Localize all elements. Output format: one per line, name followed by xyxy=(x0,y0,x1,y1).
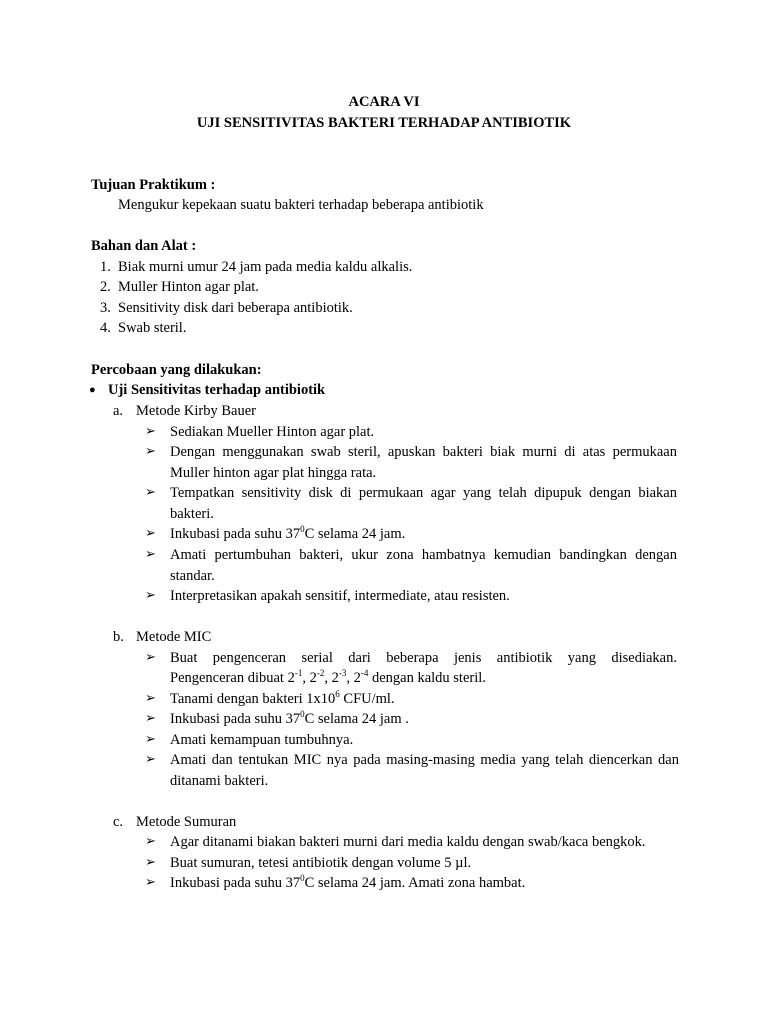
method-letter: c. xyxy=(113,814,124,830)
arrow-bullet-icon: ➢ xyxy=(145,424,156,439)
bullet-icon: ● xyxy=(89,384,96,396)
arrow-bullet-icon: ➢ xyxy=(145,834,156,849)
arrow-bullet-icon: ➢ xyxy=(145,732,156,747)
arrow-bullet-icon: ➢ xyxy=(145,875,156,890)
bahan-item: Sensitivity disk dari beberapa antibiotik. xyxy=(118,300,353,316)
mic-step: Inkubasi pada suhu $37^0C$ selama 24 jam . xyxy=(170,709,409,727)
mic-step: Amati dan tentukan MIC nya pada masing-masing media yang telah diencerkan dan ditanami bakteri. xyxy=(170,752,679,789)
arrow-bullet-icon: ➢ xyxy=(145,691,156,706)
arrow-bullet-icon: ➢ xyxy=(145,711,156,726)
bahan-item: Swab steril. xyxy=(118,320,187,336)
arrow-bullet-icon: ➢ xyxy=(145,485,156,500)
method-title-mic: Metode MIC xyxy=(136,629,212,645)
mic-step: Pengenceran dibuat $2^{-1}$, $2^{-2}$, $2^{-3}$, $2^{-4}$ dengan kaldu steril. xyxy=(170,668,486,686)
arrow-bullet-icon: ➢ xyxy=(145,752,156,767)
kirby-step: Dengan menggunakan swab steril, apuskan bakteri biak murni di atas permukaan Muller hinton agar plat hingga rata. xyxy=(170,444,677,481)
mic-step: Tanami dengan bakteri $1x10^6$ CFU/ml. xyxy=(170,689,395,707)
arrow-bullet-icon: ➢ xyxy=(145,444,156,459)
bahan-item-number: 1. xyxy=(100,259,111,275)
bahan-item-number: 2. xyxy=(100,279,111,295)
sumuran-step: Buat sumuran, tetesi antibiotik dengan volume 5 µl. xyxy=(170,855,472,871)
method-title-kirby-bauer: Metode Kirby Bauer xyxy=(136,403,256,419)
arrow-bullet-icon: ➢ xyxy=(145,650,156,665)
bahan-item-number: 4. xyxy=(100,320,111,336)
bahan-item: Biak murni umur 24 jam pada media kaldu alkalis. xyxy=(118,259,413,275)
sumuran-step: Inkubasi pada suhu $37^0C$ selama 24 jam. Amati zona hambat. xyxy=(170,873,526,891)
percobaan-topic: Uji Sensitivitas terhadap antibiotik xyxy=(108,382,326,398)
bahan-item-number: 3. xyxy=(100,300,111,316)
page-subtitle: UJI SENSITIVITAS BAKTERI TERHADAP ANTIBIOTIK xyxy=(196,115,572,131)
sumuran-step: Agar ditanami biakan bakteri murni dari media kaldu dengan swab/kaca bengkok. xyxy=(170,834,646,850)
method-letter: a. xyxy=(113,403,124,419)
mic-step: Amati kemampuan tumbuhnya. xyxy=(170,732,354,748)
arrow-bullet-icon: ➢ xyxy=(145,855,156,870)
arrow-bullet-icon: ➢ xyxy=(145,547,156,562)
bahan-heading: Bahan dan Alat : xyxy=(91,238,197,254)
arrow-bullet-icon: ➢ xyxy=(145,588,156,603)
mic-step: Buat pengenceran serial dari beberapa jenis antibiotik yang disediakan. xyxy=(170,650,677,666)
tujuan-heading: Tujuan Praktikum : xyxy=(91,177,216,193)
percobaan-heading: Percobaan yang dilakukan: xyxy=(91,362,262,378)
kirby-step: Interpretasikan apakah sensitif, intermediate, atau resisten. xyxy=(170,588,510,604)
tujuan-text: Mengukur kepekaan suatu bakteri terhadap beberapa antibiotik xyxy=(118,197,484,213)
method-title-sumuran: Metode Sumuran xyxy=(136,814,237,830)
kirby-step: Inkubasi pada suhu $37^0C$ selama 24 jam. xyxy=(170,524,406,542)
arrow-bullet-icon: ➢ xyxy=(145,526,156,541)
kirby-step: Amati pertumbuhan bakteri, ukur zona hambatnya kemudian bandingkan dengan standar. xyxy=(170,547,677,584)
kirby-step: Tempatkan sensitivity disk di permukaan agar yang telah dipupuk dengan biakan bakteri. xyxy=(170,485,677,522)
page-title: ACARA VI xyxy=(348,94,420,110)
method-letter: b. xyxy=(113,629,124,645)
bahan-item: Muller Hinton agar plat. xyxy=(118,279,259,295)
kirby-step: Sediakan Mueller Hinton agar plat. xyxy=(170,424,375,440)
